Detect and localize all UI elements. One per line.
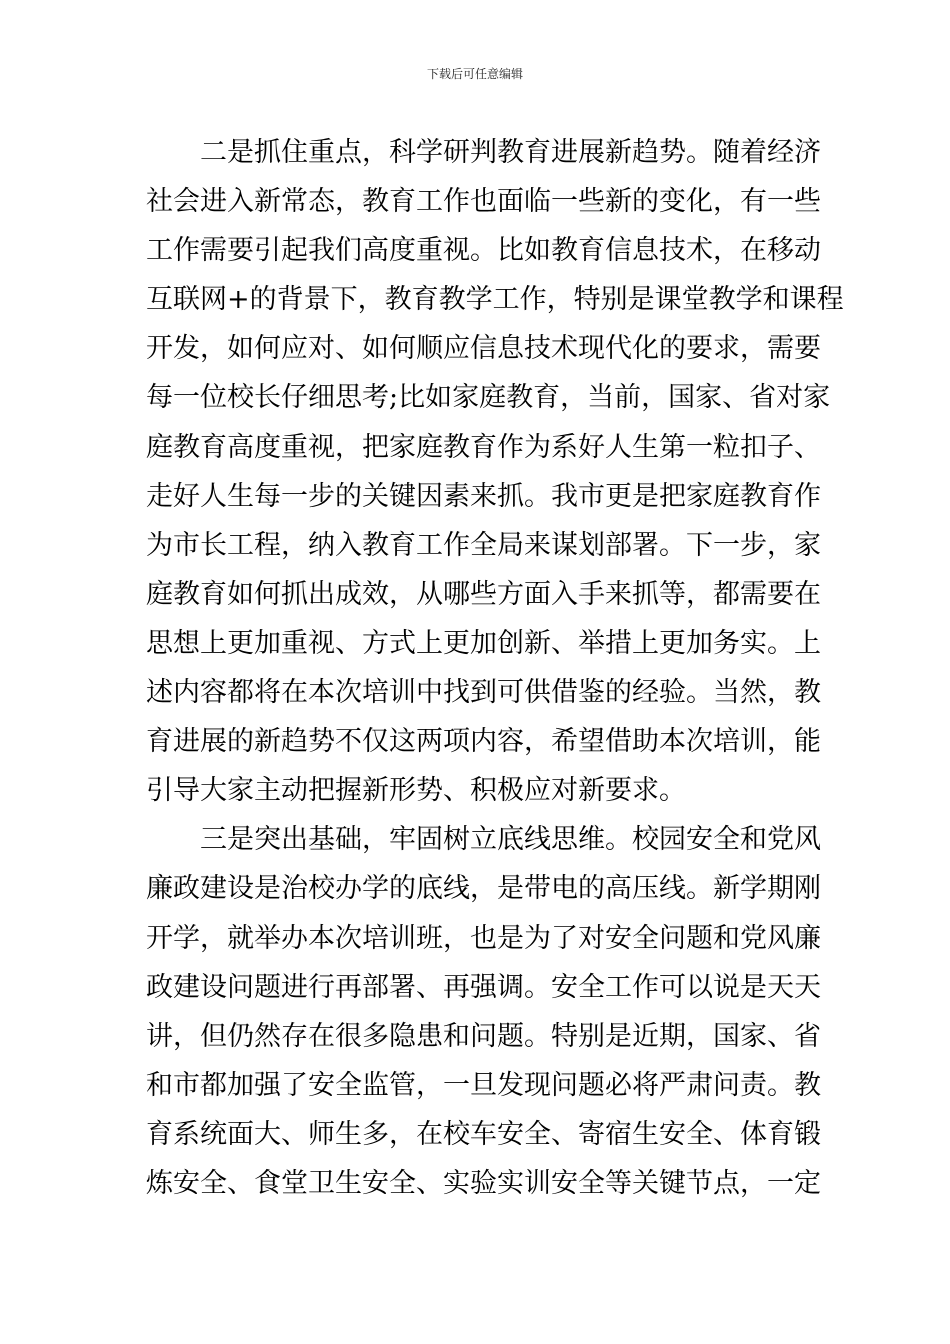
text-line: 思想上更加重视、方式上更加创新、举措上更加务实。上: [146, 627, 821, 659]
text-line: 育系统面大、师生多，在校车安全、寄宿生安全、体育锻: [146, 1118, 821, 1150]
text-line: 三是突出基础，牢固树立底线思维。校园安全和党风: [200, 824, 821, 856]
text-line: 庭教育高度重视，把家庭教育作为系好人生第一粒扣子、: [146, 431, 821, 463]
text-line: 每一位校长仔细思考;比如家庭教育，当前，国家、省对家: [146, 382, 831, 414]
text-line: 和市都加强了安全监管，一旦发现问题必将严肃问责。教: [146, 1069, 821, 1101]
text-line: 述内容都将在本次培训中找到可供借鉴的经验。当然，教: [146, 677, 821, 709]
text-line: 走好人生每一步的关键因素来抓。我市更是把家庭教育作: [146, 480, 821, 512]
text-line: 庭教育如何抓出成效，从哪些方面入手来抓等，都需要在: [146, 578, 821, 610]
text-line: 开学，就举办本次培训班，也是为了对安全问题和党风廉: [146, 922, 821, 954]
body-text: [146, 128, 844, 1208]
text-line: 政建设问题进行再部署、再强调。安全工作可以说是天天: [146, 971, 821, 1003]
text-line: 炼安全、食堂卫生安全、实验实训安全等关键节点，一定: [146, 1167, 821, 1199]
text-line: 讲，但仍然存在很多隐患和问题。特别是近期，国家、省: [146, 1020, 821, 1052]
text-line: 为市长工程，纳入教育工作全局来谋划部署。下一步，家: [146, 529, 821, 561]
text-line: 社会进入新常态，教育工作也面临一些新的变化，有一些: [146, 186, 821, 218]
text-line: 互联网+的背景下，教育教学工作，特别是课堂教学和课程: [146, 284, 844, 316]
text-line: 育进展的新趋势不仅这两项内容，希望借助本次培训，能: [146, 726, 821, 758]
text-line: 开发，如何应对、如何顺应信息技术现代化的要求，需要: [146, 333, 821, 365]
text-line: 二是抓住重点，科学研判教育进展新趋势。随着经济: [200, 137, 821, 168]
header-note: 下载后可任意编辑: [426, 67, 523, 81]
text-line: 工作需要引起我们高度重视。比如教育信息技术，在移动: [146, 235, 821, 267]
text-line: 引导大家主动把握新形势、积极应对新要求。: [146, 775, 686, 807]
text-line: 廉政建设是治校办学的底线，是带电的高压线。新学期刚: [146, 873, 821, 905]
